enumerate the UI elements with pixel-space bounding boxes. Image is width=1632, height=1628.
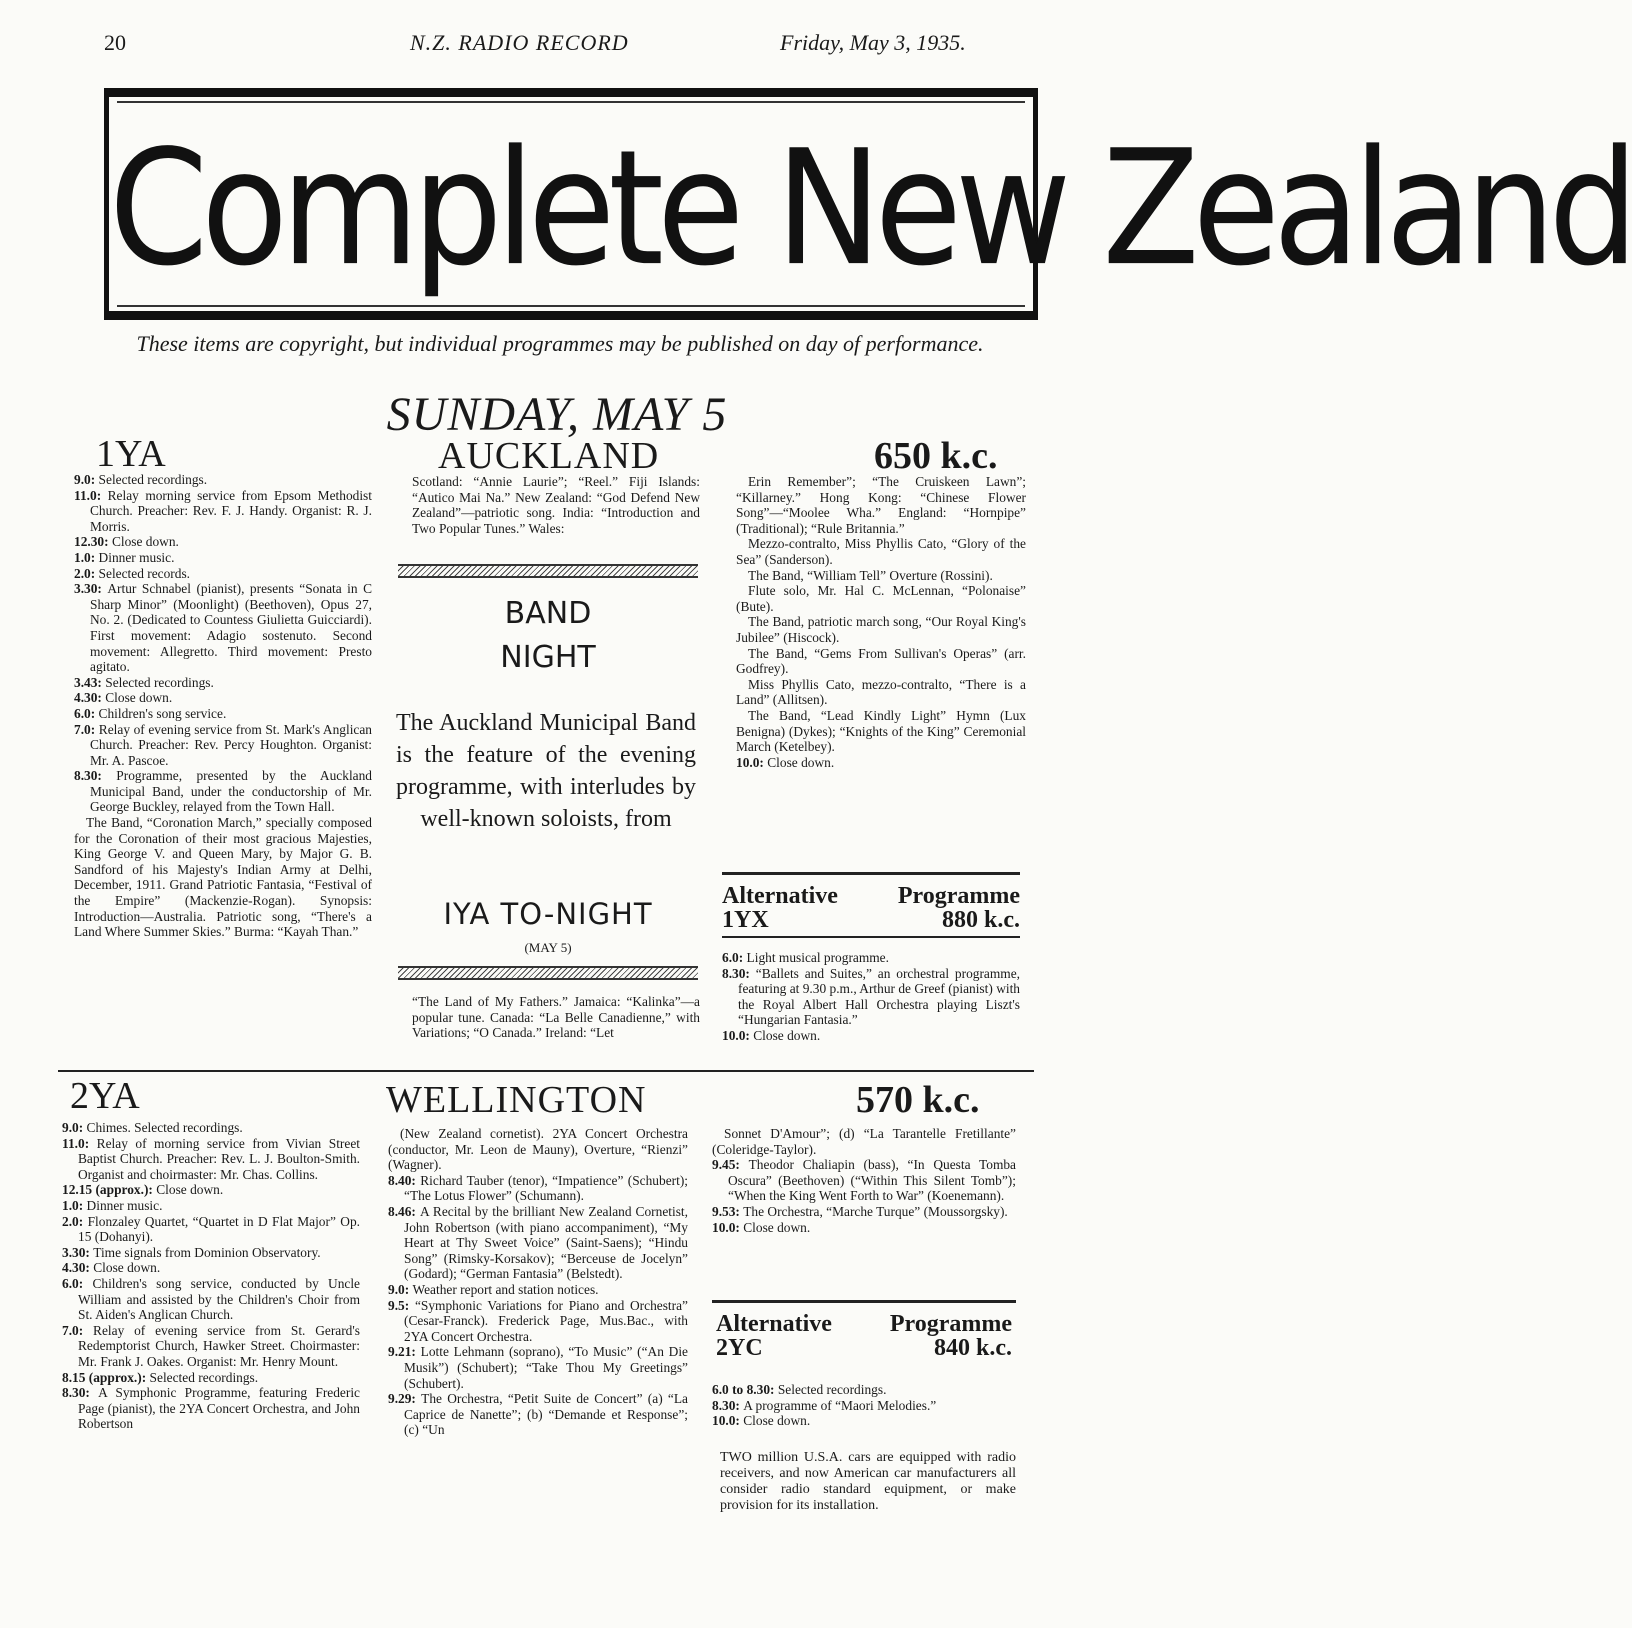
programme-time: 9.53: — [712, 1203, 744, 1219]
wavy-divider — [398, 564, 698, 578]
station-2-column-2 — [388, 1126, 688, 1438]
programme-time: 7.0: — [74, 721, 99, 737]
programme-item — [722, 1028, 1020, 1044]
programme-text: Relay morning service from Epsom Methodist Church. Preacher: Rev. F. J. Handy. Organist: R. J. Morris. — [90, 487, 372, 534]
programme-text: Programme, presented by the Auckland Municipal Band, under the conductorship of Mr. George Buckley, relayed from the Town Hall. — [90, 768, 372, 815]
programme-item — [62, 1385, 360, 1432]
programme-item — [712, 1220, 1016, 1236]
programme-text: Close down. — [105, 690, 173, 706]
station-1-column-2-top — [412, 474, 700, 536]
station-1-column-1 — [74, 472, 372, 940]
station-1-frequency: 650 k.c. — [874, 435, 998, 477]
programme-item — [388, 1282, 688, 1298]
programme-text: Close down. — [111, 534, 179, 550]
programme-text: Close down. — [743, 1219, 811, 1235]
programme-item — [74, 815, 372, 940]
programme-text: Artur Schnabel (pianist), presents “Sonata in C Sharp Minor” (Moonlight) (Beethoven), Opus 27, No. 2. (Dedicated to Countess Giulietta Guicciardi). First movement: Adagio sostenuto. Second movement: Allegretto. Third movement: Presto agitato. — [90, 581, 372, 675]
programme-text: “Symphonic Variations for Piano and Orchestra” (Cesar-Franck). Frederick Page, Mus.Bac., with 2YA Concert Orchestra. — [404, 1297, 689, 1344]
iya-tonight: IYA TO-NIGHT — [443, 897, 653, 931]
programme-item — [62, 1370, 360, 1386]
programme-text: Mezzo-contralto, Miss Phyllis Cato, “Glory of the Sea” (Sanderson). — [736, 536, 1026, 567]
station-2-frequency: 570 k.c. — [856, 1079, 980, 1121]
programme-text: (New Zealand cornetist). 2YA Concert Orchestra (conductor, Mr. Leon de Mauny), Overture, “Rienzi” (Wagner). — [388, 1126, 688, 1173]
programme-item — [736, 646, 1026, 677]
filler-paragraph — [720, 1450, 1016, 1514]
filler-text: TWO million U.S.A. cars are equipped with radio receivers, and now American car manufacturers all consider radio standard equipment, or make provision for its installation. — [720, 1450, 1016, 1513]
programme-item — [736, 474, 1026, 536]
programme-time: 11.0: — [74, 487, 108, 503]
programme-time: 6.0 to 8.30: — [712, 1382, 778, 1397]
programme-text: Scotland: “Annie Laurie”; “Reel.” Fiji Islands: “Autico Mai Na.” New Zealand: “God Defend New Zealand”—patriotic song. India: “Introduction and Two Popular Tunes.” Wales: — [412, 474, 700, 536]
programme-text: Close down. — [743, 1413, 811, 1429]
programme-item — [722, 966, 1020, 1028]
alt-1-label-b: Programme — [897, 883, 1020, 909]
programme-item — [712, 1204, 1016, 1220]
programme-text: Dinner music. — [86, 1197, 163, 1213]
programme-item — [74, 550, 372, 566]
programme-text: Sonnet D'Amour”; (d) “La Tarantelle Fretillante” (Coleridge-Taylor). — [712, 1126, 1016, 1157]
programme-item — [736, 708, 1026, 755]
programme-time: 8.30: — [62, 1385, 99, 1401]
programme-item — [388, 1344, 688, 1391]
programme-time: 1.0: — [74, 549, 99, 565]
programme-time: 9.21: — [388, 1344, 421, 1360]
programme-time: 11.0: — [62, 1135, 97, 1151]
station-2-column-1 — [62, 1120, 360, 1432]
programme-text: Dinner music. — [98, 549, 175, 565]
station-2-column-3 — [712, 1126, 1016, 1235]
programme-text: Children's song service, conducted by Uncle William and assisted by the Children's Choir from St. Aiden's Anglican Church. — [78, 1275, 360, 1323]
alt-1-call: 1YX — [722, 907, 769, 933]
alt-1-top-rule — [722, 872, 1020, 875]
station-2-city: WELLINGTON — [386, 1079, 647, 1121]
programme-item — [74, 768, 372, 815]
programme-item — [74, 722, 372, 769]
programme-text: Close down. — [93, 1260, 161, 1276]
programme-text: Chimes. Selected recordings. — [86, 1120, 243, 1135]
programme-text: The Band, patriotic march song, “Our Royal King's Jubilee” (Hiscock). — [736, 614, 1026, 645]
programme-item — [62, 1198, 360, 1214]
programme-item — [712, 1413, 1012, 1429]
programme-item — [62, 1323, 360, 1370]
programme-time: 3.43: — [74, 674, 106, 690]
programme-item — [62, 1276, 360, 1323]
programme-text: Children's song service. — [98, 705, 227, 721]
programme-item — [712, 1126, 1016, 1157]
programme-text: The Band, “Gems From Sullivan's Operas” (arr. Godfrey). — [736, 645, 1026, 677]
programme-item — [74, 690, 372, 706]
programme-text: The Band, “Lead Kindly Light” Hymn (Lux Benigna) (Dykes); “Knights of the King” Ceremonial March (Ketelbey). — [736, 707, 1026, 755]
programme-text: Richard Tauber (tenor), “Impatience” (Schubert); “The Lotus Flower” (Schumann). — [404, 1172, 688, 1204]
programme-time: 9.5: — [388, 1297, 415, 1313]
programme-text: The Orchestra, “Marche Turque” (Moussorgsky). — [743, 1203, 1008, 1219]
programme-time: 9.0: — [388, 1281, 413, 1297]
page-number: 20 — [104, 30, 126, 55]
programme-time: 9.0: — [62, 1120, 87, 1135]
station-1-call: 1YA — [96, 433, 166, 475]
programme-item — [736, 677, 1026, 708]
day-heading: SUNDAY, MAY 5 — [386, 388, 728, 441]
banner-frame — [104, 88, 1632, 320]
programme-item — [62, 1214, 360, 1245]
programme-item — [736, 583, 1026, 614]
alt-2-label-a: Alternative — [716, 1311, 832, 1337]
programme-item — [712, 1398, 1012, 1414]
programme-item — [74, 581, 372, 675]
alt-2-call: 2YC — [716, 1335, 763, 1361]
programme-text: The Orchestra, “Petit Suite de Concert” (a) “La Caprice de Nanette”; (b) “Demande et Response”; (c) “Un — [404, 1391, 688, 1438]
programme-item — [388, 1391, 688, 1438]
alt-1-heading — [722, 884, 1020, 932]
programme-time: 3.30: — [62, 1244, 94, 1260]
programme-text: Close down. — [767, 754, 835, 770]
station-2-call: 2YA — [70, 1075, 140, 1117]
station-1-column-3 — [736, 474, 1026, 770]
band-night-heading — [398, 592, 698, 680]
programme-item — [722, 950, 1020, 966]
programme-text: A Symphonic Programme, featuring Frederic Page (pianist), the 2YA Concert Orchestra, and John Robertson — [78, 1385, 360, 1432]
programme-item — [388, 1298, 688, 1345]
programme-item — [712, 1157, 1016, 1204]
programme-text: Weather report and station notices. — [412, 1281, 599, 1297]
programme-item — [62, 1120, 360, 1136]
programme-item — [74, 566, 372, 582]
programme-time: 3.30: — [74, 581, 108, 597]
section-divider — [58, 1070, 1034, 1072]
programme-item — [62, 1245, 360, 1261]
programme-item — [736, 536, 1026, 567]
programme-item — [736, 614, 1026, 645]
programme-item — [388, 1173, 688, 1204]
band-night-line-2: NIGHT — [500, 640, 596, 675]
programme-time: 9.29: — [388, 1391, 422, 1407]
programme-text: Selected recordings. — [149, 1369, 259, 1385]
alt-2-frequency: 840 k.c. — [934, 1335, 1012, 1361]
programme-item — [74, 472, 372, 488]
programme-text: Flonzaley Quartet, “Quartet in D Flat Major” Op. 15 (Dohanyi). — [78, 1213, 360, 1245]
banner-title: Complete New Zealand — [109, 116, 1632, 302]
programme-text: Selected records. — [98, 565, 191, 581]
programme-text: Relay of evening service from St. Gerard's Redemptorist Church, Hawker Street. Choirmaster: Mr. Frank J. Oakes. Organist: Mr. Henry Mount. — [78, 1322, 361, 1369]
programme-text: Time signals from Dominion Observatory. — [93, 1244, 321, 1260]
programme-text: Relay of evening service from St. Mark's Anglican Church. Preacher: Rev. Percy Houghton. Organist: Mr. A. Pascoe. — [90, 721, 372, 768]
programme-time: 12.30: — [74, 534, 112, 550]
programme-item — [736, 755, 1026, 771]
programme-time: 4.30: — [62, 1260, 94, 1276]
programme-text: Miss Phyllis Cato, mezzo-contralto, “There is a Land” (Allitsen). — [736, 676, 1026, 708]
programme-text: The Band, “William Tell” Overture (Rossini). — [748, 567, 993, 583]
programme-time: 8.30: — [722, 965, 756, 981]
programme-item — [388, 1204, 688, 1282]
programme-time: 10.0: — [712, 1219, 744, 1235]
programme-item — [74, 488, 372, 535]
programme-text: Erin Remember”; “The Cruiskeen Lawn”; “Killarney.” Hong Kong: “Chinese Flower Song”—“Moolee Wha.” England: “Hornpipe” (Traditional); “Rule Britannia.” — [736, 474, 1026, 536]
programme-text: Theodor Chaliapin (bass), “In Questa Tomba Oscura” (Beethoven) (“Within This Silent Tomb”); “When the King Went Forth to War” (Koenemann). — [728, 1157, 1017, 1204]
station-1-city: AUCKLAND — [438, 435, 660, 477]
programme-time: 2.0: — [74, 565, 99, 581]
programme-time: 6.0: — [62, 1275, 93, 1291]
programme-time: 9.45: — [712, 1157, 749, 1173]
programme-text: A programme of “Maori Melodies.” — [743, 1397, 937, 1413]
programme-text: Light musical programme. — [746, 950, 889, 965]
programme-time: 8.30: — [74, 768, 117, 784]
programme-time: 6.0: — [74, 705, 99, 721]
programme-item — [736, 568, 1026, 584]
programme-time: 8.40: — [388, 1172, 421, 1188]
programme-text: Selected recordings. — [777, 1382, 887, 1397]
programme-text: “Ballets and Suites,” an orchestral programme, featuring at 9.30 p.m., Arthur de Greef (pianist) with the Royal Albert Hall Orchestra playing Liszt's “Hungarian Fantasia.” — [738, 965, 1020, 1028]
programme-item — [62, 1136, 360, 1183]
band-night-body: The Auckland Municipal Band is the feature of the evening programme, with interludes by well-known soloists, from — [396, 710, 696, 832]
programme-text: Close down. — [753, 1027, 821, 1043]
programme-time: 6.0: — [722, 950, 747, 965]
alt-1-frequency: 880 k.c. — [942, 907, 1020, 933]
programme-item — [712, 1382, 1012, 1398]
programme-time: 7.0: — [62, 1322, 94, 1338]
programme-time: 1.0: — [62, 1197, 87, 1213]
programme-time: 2.0: — [62, 1213, 88, 1229]
programme-text: A Recital by the brilliant New Zealand Cornetist, John Robertson (with piano accompaniment), “My Heart at Thy Sweet Voice” (Saint-Saens); “Hindu Song” (Rimsky-Korsakov); “Berceuse de Jocelyn” (Godard); “German Fantasia” (Belstedt). — [404, 1203, 689, 1282]
programme-text: Selected recordings. — [98, 472, 208, 487]
programme-time: 12.15 (approx.): — [62, 1182, 157, 1198]
wavy-divider-2 — [398, 966, 698, 980]
programme-time: 10.0: — [722, 1027, 754, 1043]
programme-item — [74, 675, 372, 691]
publication-title: N.Z. RADIO RECORD — [410, 30, 629, 55]
alt-1-bottom-rule — [722, 936, 1020, 938]
iya-tonight-date: (MAY 5) — [524, 940, 572, 955]
alt-1-items — [722, 950, 1020, 1044]
programme-time: 10.0: — [736, 754, 768, 770]
programme-item — [74, 534, 372, 550]
programme-text: Close down. — [156, 1182, 224, 1198]
programme-time: 10.0: — [712, 1413, 744, 1429]
programme-text: Relay of morning service from Vivian Street Baptist Church. Preacher: Rev. L. J. Boulton-Smith. Organist and choirmaster: Mr. Chas. Collins. — [78, 1135, 360, 1182]
programme-item — [62, 1182, 360, 1198]
programme-time: 8.30: — [712, 1397, 744, 1413]
alt-1-label-a: Alternative — [722, 883, 838, 909]
programme-text: The Band, “Coronation March,” specially composed for the Coronation of their most gracious Majesties, King George V. and Queen Mary, by Major G. B. Sandford of his Majesty's Indian Army at Delhi, December, 1911. Grand Patriotic Fantasia, “Festival of the Empire” (Mackenzie-Rogan). Synopsis: Introduction—Australia. Patriotic song, “There's a Land Where Summer Skies.” Burma: “Kayah Than.” — [74, 815, 372, 940]
programme-time: 8.15 (approx.): — [62, 1369, 150, 1385]
programme-item — [388, 1126, 688, 1173]
programme-text: Flute solo, Mr. Hal C. McLennan, “Polonaise” (Bute). — [736, 583, 1026, 614]
issue-date: Friday, May 3, 1935. — [780, 30, 966, 55]
programme-text: Lotte Lehmann (soprano), “To Music” (“An Die Musik”) (Schubert); “Take Thou My Greetings” (Schubert). — [404, 1344, 688, 1391]
band-night-line-1: BAND — [504, 596, 592, 631]
copyright-notice: These items are copyright, but individual programmes may be published on day of performance. — [136, 331, 984, 356]
programme-text: Selected recordings. — [105, 674, 214, 690]
programme-text: “The Land of My Fathers.” Jamaica: “Kalinka”—a popular tune. Canada: “La Belle Canadienne,” with Variations; “O Canada.” Ireland: “Let — [412, 994, 700, 1041]
alt-2-label-b: Programme — [889, 1311, 1012, 1337]
alt-2-heading — [716, 1312, 1012, 1360]
programme-time: 8.46: — [388, 1203, 420, 1219]
programme-time: 9.0: — [74, 472, 99, 487]
programme-time: 4.30: — [74, 690, 106, 706]
alt-2-items — [712, 1382, 1012, 1429]
programme-item — [74, 706, 372, 722]
station-1-column-2-bottom — [412, 994, 700, 1041]
programme-item — [62, 1260, 360, 1276]
alt-2-top-rule — [712, 1300, 1016, 1303]
